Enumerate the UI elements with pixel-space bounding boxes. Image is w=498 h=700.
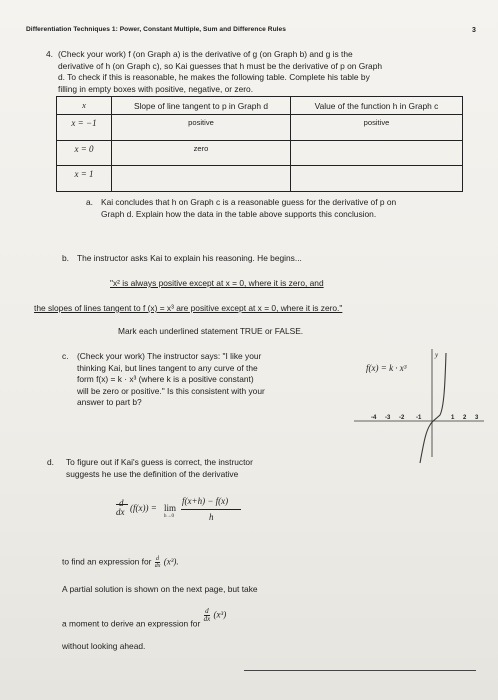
cubic-curve (420, 353, 446, 463)
table-cell-x: x = 0 (57, 140, 112, 166)
graph-function-label: f(x) = k · x³ (366, 363, 407, 373)
part-c-line-2: thinking Kai, but lines tangent to any curve of the (77, 362, 258, 373)
part-a-line-2: Graph d. Explain how the data in the table above supports this conclusion. (101, 208, 377, 219)
part-b-instruction: Mark each underlined statement TRUE or FALSE. (118, 326, 304, 336)
part-c-line-5: answer to part b? (77, 397, 142, 407)
page-header-title: Differentiation Techniques 1: Power, Constant Multiple, Sum and Difference Rules (26, 26, 286, 33)
part-d-line-5-text: a moment to derive an expression for (62, 618, 201, 629)
part-c-line-3: form f(x) = k · x³ (where k is a positive constant) (77, 374, 254, 384)
fraction-d: d (156, 556, 160, 562)
question-4-line-4: filling in empty boxes with positive, negative, or zero. (58, 83, 254, 94)
formula-d-denominator: dx (116, 507, 125, 517)
fraction-d: d (205, 607, 209, 615)
question-4-line-3: d. To check if this is reasonable, he makes the following table. Complete his table by (58, 72, 370, 82)
table-cell-value[interactable]: positive (291, 115, 463, 141)
page-number: 3 (472, 27, 476, 34)
formula-d-numerator: d (119, 498, 124, 508)
part-c-label: c. (62, 351, 69, 361)
table-header-row (57, 97, 463, 115)
formula-d-bar (116, 504, 128, 505)
tick-label: 2 (463, 415, 467, 421)
table-cell-slope[interactable]: zero (112, 140, 291, 166)
part-b-quote-1: "x² is always positive except at x = 0, where it is zero, and (110, 278, 324, 288)
formula-lhs: (f(x)) = (130, 503, 157, 513)
formula-denominator: h (209, 512, 214, 522)
formula-lim: lim (164, 503, 177, 513)
tick-label: -4 (371, 415, 377, 421)
tick-label: -3 (385, 415, 391, 421)
fraction-dx: dx (154, 563, 161, 569)
part-a-line-1: Kai concludes that h on Graph c is a reasonable guess for the derivative of p on (101, 197, 397, 207)
answer-line[interactable] (244, 670, 476, 671)
question-4-text (58, 49, 468, 95)
part-d-line-1: To figure out if Kai's guess is correct, the instructor (66, 457, 253, 467)
tick-label: -1 (416, 415, 422, 421)
part-d-line-3 (62, 556, 179, 569)
part-b-label: b. (62, 253, 69, 263)
graph-y-axis-label: y (435, 351, 439, 359)
derivative-definition-formula (116, 498, 296, 532)
part-d-line-5 (62, 608, 226, 630)
table-cell-slope[interactable] (112, 166, 291, 192)
question-4-line-1: (Check your work) f (on Graph a) is the derivative of g (on Graph b) and g is the (58, 49, 353, 59)
part-a-text (101, 197, 471, 220)
part-c-line-1: (Check your work) The instructor says: "I like your (77, 351, 262, 361)
part-c-text (77, 351, 352, 409)
table-cell-value[interactable] (291, 166, 463, 192)
fraction-d-dx (204, 608, 211, 623)
tick-label: 3 (475, 415, 479, 421)
formula-numerator: f(x+h) − f(x) (182, 496, 229, 506)
formula-fraction-bar (181, 509, 241, 510)
part-d-line-4: A partial solution is shown on the next page, but take (62, 584, 258, 594)
part-d-expression: (x³). (163, 556, 179, 567)
part-d-line-3-text: to find an expression for (62, 556, 152, 567)
formula-lim-subscript: h→0 (164, 514, 174, 519)
question-4-line-2: derivative of h (on Graph c), so Kai guesses that h must be the derivative of p on Graph (58, 60, 383, 71)
part-d-line-6: without looking ahead. (62, 641, 146, 651)
fraction-d-dx (155, 556, 161, 569)
table-header-slope: Slope of line tangent to p in Graph d (112, 97, 291, 115)
table-cell-slope[interactable]: positive (112, 115, 291, 141)
table-header-value: Value of the function h in Graph c (291, 97, 463, 115)
table-row (57, 166, 463, 192)
tick-label: -2 (399, 415, 405, 421)
part-d-line-2: suggests he use the definition of the derivative (66, 468, 239, 479)
table-cell-x: x = 1 (57, 166, 112, 192)
part-b-quote-2: the slopes of lines tangent to f (x) = x³ are positive except at x = 0, where it is zero." (34, 303, 343, 313)
fraction-dx: dx (203, 615, 211, 623)
table-row (57, 115, 463, 141)
part-d-label: d. (47, 457, 54, 467)
tick-label: 1 (451, 415, 455, 421)
table-cell-x: x = −1 (57, 115, 112, 141)
part-d-expression: (x³) (213, 609, 227, 620)
part-d-text (66, 457, 356, 480)
table-cell-value[interactable] (291, 140, 463, 166)
question-number: 4. (46, 49, 53, 59)
derivative-table (56, 96, 463, 192)
part-c-line-4: will be zero or positive." Is this consistent with your (77, 385, 265, 396)
cubic-graph (354, 345, 484, 465)
table-header-x: x (57, 97, 112, 115)
part-a-label: a. (86, 197, 93, 207)
part-b-line-1: The instructor asks Kai to explain his reasoning. He begins... (77, 253, 302, 263)
table-row (57, 140, 463, 166)
